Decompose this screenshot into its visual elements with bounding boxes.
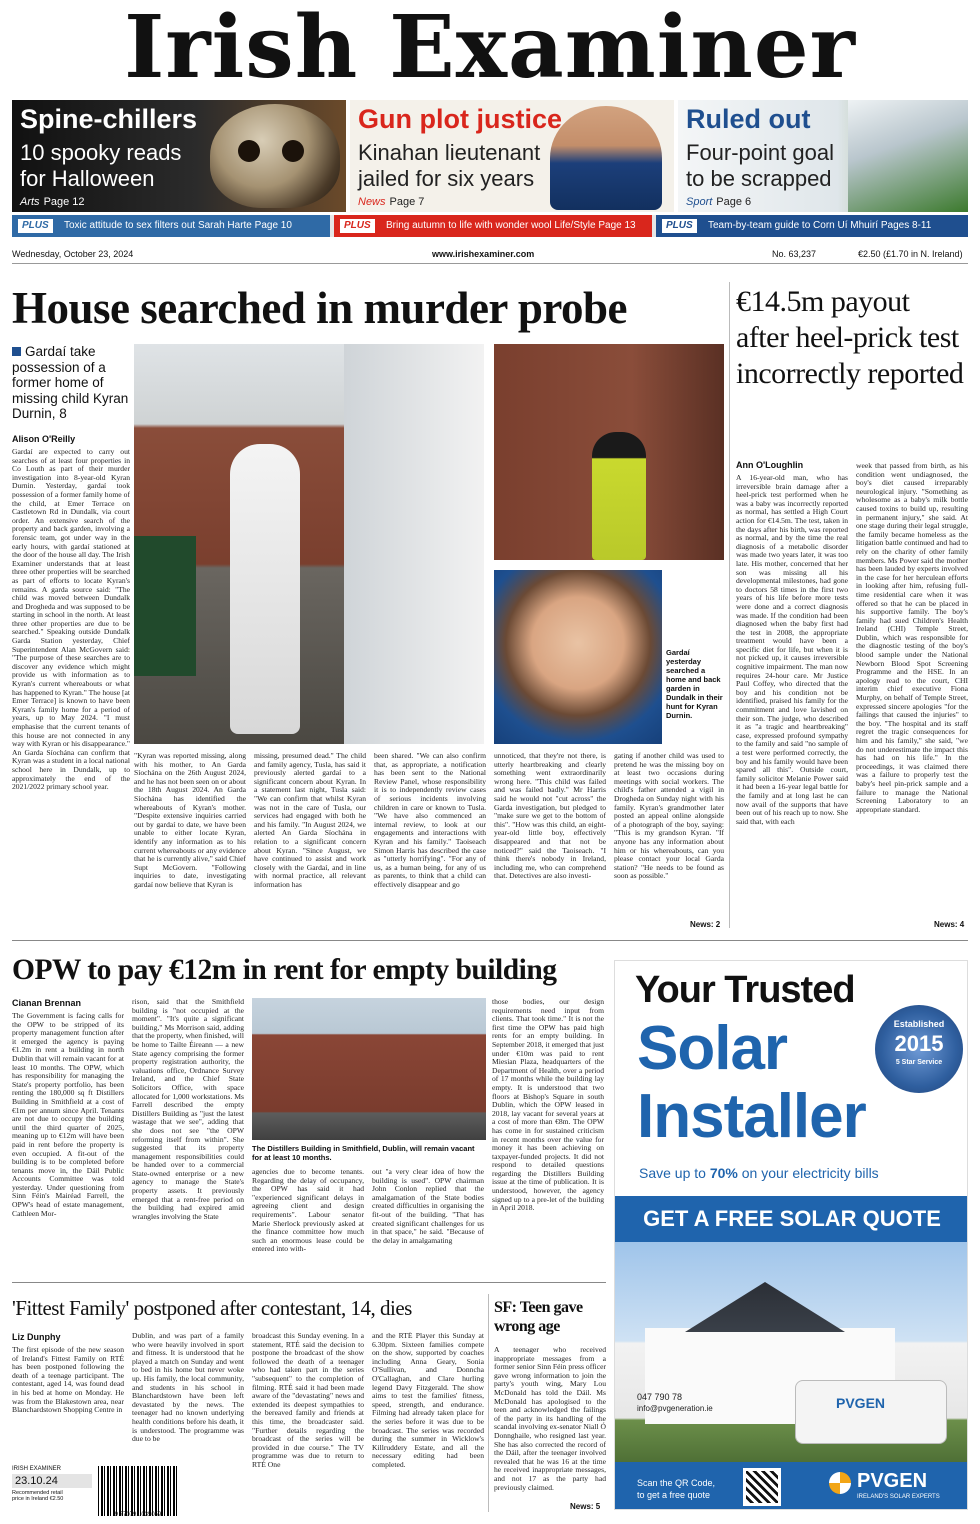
teaser-headline: Spine-chillers bbox=[20, 104, 198, 134]
opw-body-col4: out "a very clear idea of how the building is used". OPW chairman John Conlon replied that the amalgamation of the State bodies created difficulties in organising the fit-out of the building. "That has created significant challenges for us in that space," he said. "Because of the delay in amalgamating bbox=[372, 1168, 484, 1245]
lead-body-col6: gating if another child was used to pretend he was the missing boy on at least two occasions during meetings with social workers. The child's father attended a vigil in Drogheda on Sunday night with his family. Kyran's grandmother later posted an appeal online alongside of a photograph of the boy, saying: "This is my grandson Kyran. "If anyone has any information about him or his whereabouts, can you please contact your local Garda station? "He needs to be found as soon as possible." bbox=[614, 752, 724, 881]
section-divider bbox=[12, 940, 968, 941]
dateline-issue: No. 63,237 bbox=[772, 249, 817, 259]
dateline bbox=[12, 247, 968, 264]
ad-savings: Save up to 70% on your electricity bills bbox=[639, 1165, 879, 1181]
skull-image bbox=[210, 104, 340, 208]
opw-body-col5: those bodies, our design requirements need input from clients. That took time." It is not the first time the OPW has paid high rents for an empty building. In September 2018, it emerged that just under €10m was paid to rent Miesian Plaza, headquarters of the Department of Health, over a period of 17 months while the building lay empty. It is understood that two floors at Bishop's Square in south Dublin, which the OPW leased in 2018, lay vacant for several years at a cost of more than €8m. The OPW has come in for sustained criticism in recent months over the value for money it has been achieving on taxpayer-funded projects. It did not respond to detailed questions regarding the Distillers Building issue at the time of publication. It is understood, however, the agency signed up to a pre-let of the building in April 2018. bbox=[492, 998, 604, 1213]
skull-eye-icon bbox=[238, 140, 260, 162]
fittest-body-col1: The first episode of the new season of Ireland's Fittest Family on RTÉ has been postponed following the death of a teenage participant. The contestant, aged 14, was found dead in his bed at home on Monday. He was from the Blakestown area, near Blanchardstown Shopping Centre in bbox=[12, 1346, 124, 1415]
lead-standfirst: Gardaí take possession of a former home of missing child Kyran Durnin, 8 bbox=[12, 344, 129, 421]
person-photo bbox=[550, 106, 662, 210]
van-image: PVGEN bbox=[795, 1380, 947, 1444]
opw-body-col2: rison, said that the Smithfield building is "not occupied at the moment". "It's quite a significant building," Ms Morrison said, adding that the property, when finished, will be home to Tailte Éireann — a new State agency comprising the former property registration authority, the valuations office, Ordnance Survey Ireland, and the Chief State Solicitors Office, with space allocated for 1,000 workstations. Ms Farrell described the empty Distillers Building as "just the latest wastage that we see", adding that she does not see "the OPW reforming itself from within". She suggested that its property management responsibilities could be handed over to a commercial State-owned enterprise or a new agency to manage the State's property assets. It previously emerged that a rent-free period on the building had expired amid wrangles involving the State bbox=[132, 998, 244, 1221]
fittest-body-col2: Dublin, and was part of a family who were heavily involved in sport and fitness. It is understood that he played a match on Sunday and went to bed in his home but never woke up. His family, the local community, and students in his school in Blanchardstown have been left devastated by the news. The teenager had no known underlying health conditions before his death, it is understood. The programme was due to be bbox=[132, 1332, 244, 1444]
sidebar-body-col1: A 16-year-old man, who has irreversible brain damage after a heel-prick test performed when he was a baby was incorrectly reported as normal, has settled a High Court action for €14.5m. The test, taken in the days after his birth, was reported as normal, and by the time the real diagnosis of a metabolic disorder was made two years later, it was too late. His mother, concerned that her son was missing all his developmental milestones, had gone to doctors 58 times in the first two years of his life before more tests were done and a correct diagnosis was made. If the condition had been diagnosed when the baby first had the test in 2008, the appropriate treatment would have been a specific diet for life, but when it is not picked up, it causes irreversible cognitive impairment. The man now requires 24-hour care. Mr Justice Paul Coffey, who directed that the boy and his condition not be identified, praised his family for the commitment and love lavished on their son. The judge, who described it as "a tragic and heartbreaking" case, expressed profound sympathy to the family and said "no sample of a test were performed correctly, the boy and his family would have been spared all this". Outside court, family solicitor Melanie Power said it had been a 16-year legal battle for the family and at long last he can now avail of the supports that have been out of his reach up to now. She said that, with each bbox=[736, 474, 848, 826]
plus-item[interactable]: PLUS Team-by-team guide to Corn Uí Mhuirí Pages 8-11 bbox=[656, 215, 968, 237]
ad-line3: Installer bbox=[637, 1082, 866, 1151]
teaser-subline: Four-point goal to be scrapped bbox=[686, 140, 834, 191]
fittest-body-col4: and the RTÉ Player this Sunday at 6.30pm. Sixteen families compete on the show, supported by coaches including Anna Geary, Sonia O'Sullivan, and Donncha O'Callaghan, and Clare hurling legend Davy Fitzgerald. The show aims to test the families' fitness, speed, strength, and endurance. Filming had already taken place for the series before it was due to be broadcast. The series was recorded during the summer in Wicklow's Killruddery Estate, and all the necessary editing had been completed. bbox=[372, 1332, 484, 1469]
ad-brand-tag: IRELAND'S SOLAR EXPERTS bbox=[857, 1494, 940, 1500]
lead-photo-forensics bbox=[134, 344, 484, 744]
lead-body-col2: "Kyran was reported missing, along with his mother, to An Garda Síochána on the 26th August 2024, and he has not been seen on or about the 18th August 2024. An Garda Síochána has identified the whereabouts of Kyran's mother. "Despite extensive inquiries carried out by gardaí to date, we have been unable to either locate Kyran, identify any information as to his current whereabouts or any evidence that he is currently alive," said Chief Supt McGovern. "Following inquiries to date, investigating gardaí now believe that Kyran is bbox=[134, 752, 246, 889]
sidebar-headline[interactable]: €14.5m payout after heel-prick test incorrectly reported bbox=[736, 285, 964, 390]
fittest-byline: Liz Dunphy bbox=[12, 1332, 61, 1342]
fittest-body-col3: broadcast this Sunday evening. In a statement, RTÉ said the decision to postpone the broadcast of the show followed the death of a teenager who had taken part in the series "subsequent" to the completion of filming. RTÉ said it had been made aware of the "devastating" news and extended its deepest sympathies to the bereaved family and friends at this time, the broadcaster said. "Further details regarding the broadcast of the series will be provided in due course." The TV programme was due to return to RTÉ One bbox=[252, 1332, 364, 1469]
opw-body-col3: agencies due to become tenants. Regarding the delay of occupancy, the OPW has said it had "experienced significant delays in agreeing client and design requirements". Labour senator Marie Sherlock previously asked at the finance committee how much such an enormous lease could be entered into with- bbox=[252, 1168, 364, 1254]
bins-image bbox=[134, 536, 196, 676]
plus-item[interactable]: PLUS Toxic attitude to sex filters out Sarah Harte Page 10 bbox=[12, 215, 330, 237]
ad-email[interactable]: info@pvgeneration.ie bbox=[637, 1404, 713, 1413]
teaser-arts[interactable] bbox=[12, 100, 346, 212]
garda-officer-image bbox=[592, 432, 646, 560]
column-divider bbox=[488, 1294, 489, 1512]
van-image bbox=[344, 344, 484, 744]
dateline-url[interactable]: www.irishexaminer.com bbox=[432, 249, 535, 259]
free-quote-button[interactable]: GET A FREE SOLAR QUOTE bbox=[615, 1196, 968, 1242]
barcode-digits: 9 770791 035059 bbox=[114, 1512, 162, 1518]
sidebar-continued[interactable]: News: 4 bbox=[934, 920, 965, 929]
sidebar-byline: Ann O'Loughlin bbox=[736, 460, 804, 470]
solar-advert[interactable] bbox=[614, 960, 968, 1510]
lead-headline[interactable]: House searched in murder probe bbox=[12, 283, 628, 333]
teaser-section: Arts Page 12 bbox=[20, 196, 85, 208]
edition-box bbox=[12, 1466, 92, 1516]
established-badge-icon: Established 2015 5 Star Service bbox=[875, 1005, 963, 1093]
forensic-officer-image bbox=[230, 444, 300, 734]
bullet-icon bbox=[12, 347, 21, 356]
goalpost-image bbox=[848, 100, 968, 212]
price-note: Recommended retail bbox=[12, 1490, 63, 1496]
opw-byline: Cianan Brennan bbox=[12, 998, 82, 1008]
teaser-news[interactable] bbox=[350, 100, 674, 212]
lead-continued[interactable]: News: 2 bbox=[690, 920, 721, 929]
pvgen-logo-icon bbox=[829, 1472, 851, 1494]
section-divider bbox=[12, 1282, 606, 1283]
skull-eye-icon bbox=[282, 140, 304, 162]
opw-headline[interactable]: OPW to pay €12m in rent for empty building bbox=[12, 954, 557, 986]
plus-tag: PLUS bbox=[18, 219, 53, 233]
ad-footer: Scan the QR Code, to get a free quote PVGEN IRELAND'S SOLAR EXPERTS bbox=[615, 1462, 968, 1510]
dateline-price: €2.50 (£1.70 in N. Ireland) bbox=[858, 249, 963, 259]
price-note: price in Ireland €2.50 bbox=[12, 1496, 64, 1502]
plus-tag: PLUS bbox=[340, 219, 375, 233]
dateline-date: Wednesday, October 23, 2024 bbox=[12, 249, 134, 259]
lead-body-col3: missing, presumed dead." The child and family agency, Tusla, has said it previously alerted gardaí to a significant concern about Kyran. In a statement last night, Tusla said: "We can confirm that whilst Kyran was not in the care of Tusla, our services had engaged with both he and his family. "In August 2024, we alerted An Garda Síochána in relation to a significant concern about Kyran. "Since August, we have continued to assist and work closely with the Gardaí, and in line with normal practice, all relevant information has bbox=[254, 752, 366, 889]
lead-body-col1: Gardaí are expected to carry out searches of at least four properties in Co Louth as part of their murder investigation into 8-year-old Kyran Durnin. Yesterday, gardaí took possession of a former family home of the child, at Emer Terrace on Castletown Rd in Dundalk, via court order. An extensive search of the property and back garden, involving a forensic team, got under way in the early hours, with gardaí stationed at the door of the house all day. The Irish Examiner understands that at least three other properties will be searched as part of efforts to locate Kyran's remains. A garda source said: "The child was moved between Dundalk and Drogheda and was supposed to be starting in school in the north. At least three other properties are due to be searched." Speaking outside Dundalk Garda Station yesterday, Chief Superintendent Alan McGovern said: "The purpose of these searches are to discover any evidence which might provide us with information as to Kyran's current whereabouts or what has happened to Kyran." The house [at Emer Terrace] is known to have been Kyran's family home for a period of years, up to May 2024. "I must emphasise that the current tenants of this house are not connected in any way with Kyran or his disappearance." An Garda Síochána can confirm that Kyran was a student in a local national school here in Dundalk, up to approximately the end of the 2021/2022 primary school year. bbox=[12, 448, 130, 792]
teaser-subline: Kinahan lieutenant jailed for six years bbox=[358, 140, 541, 191]
lead-photo-garda bbox=[494, 344, 724, 560]
lead-caption: Gardaí yesterday searched a home and back garden in Dundalk in their hunt for Kyran Durnin. bbox=[666, 648, 723, 720]
teaser-section: Sport Page 6 bbox=[686, 196, 752, 208]
edition-label: IRISH EXAMINER bbox=[12, 1466, 62, 1472]
ad-line1: Your Trusted bbox=[635, 969, 855, 1011]
lead-body-col4: been shared. "We can also confirm that, as appropriate, a notification has been sent to the National Review Panel, whose responsibility it is to independently review cases of serious incidents involving children in care or known to Tusla. "We have also commenced an internal review, to look at our engagements and interactions with Kyran and his family." Taoiseach Simon Harris has described the case as "utterly horrifying". "For any of us, as a human being, for any of us as parents, to think that a child can effectively disappear and go bbox=[374, 752, 486, 889]
edition-date: 23.10.24 bbox=[12, 1474, 92, 1488]
qr-code-icon[interactable] bbox=[743, 1468, 781, 1506]
teaser-sport[interactable] bbox=[678, 100, 968, 212]
lead-byline: Alison O'Reilly bbox=[12, 434, 76, 444]
plus-text: Bring autumn to life with wonder wool bbox=[386, 220, 552, 231]
teaser-headline: Ruled out bbox=[686, 104, 811, 134]
plus-text: Toxic attitude to sex filters out bbox=[64, 220, 196, 231]
sidebar-body-col2: week that passed from birth, as his condition went undiagnosed, the boy's diet caused irreparably neurological injury. "Something as wholesome as a baby's milk bottle caused toxins to build up, resulting in permanent injury," she said. At one stage during their legal struggle, the family became homeless as the litigation battle continued and had to rely on the charity of other family members. Ms Power said the mother has been lauded by experts involved in the case for her herculean efforts in looking after him, refusing full-time residential care when it was offered so that he can be placed in his supportive family. The boy's family had sued Children's Health Ireland (CHI) Temple Street, Dublin, which was responsible for the diagnostic testing of the boy's blood sample under the National Newborn Blood Spot Screening Programme and the HSE. In an apology read to the court, CHI interim chief executive Fiona Murphy, on behalf of Temple Street, expressed sincere apologies "for the failings that caused the injuries" to the boy. "The hospital and its staff regret the tragic consequences for him and his family," she said, "we do not underestimate the impact this has had on his life." In the proceedings, it was claimed there was a failure to properly test the baby's heel pin-prick sample and a failure to manage the National Screening Laboratory to an appropriate standard. bbox=[856, 462, 968, 814]
opw-photo-building bbox=[252, 998, 486, 1140]
sf-continued[interactable]: News: 5 bbox=[570, 1502, 601, 1511]
teaser-subline: 10 spooky reads for Halloween bbox=[20, 140, 182, 191]
ad-line2: Solar bbox=[637, 1014, 788, 1083]
ad-phone[interactable]: 047 790 78 bbox=[637, 1392, 683, 1402]
roof-solar-panels bbox=[665, 1282, 865, 1332]
column-divider bbox=[729, 282, 730, 928]
teaser-section: News Page 7 bbox=[358, 196, 425, 208]
masthead[interactable]: Irish Examiner bbox=[124, 0, 856, 98]
sf-headline[interactable]: SF: Teen gave wrong age bbox=[494, 1299, 583, 1335]
sf-body: A teenager who received inappropriate messages from a former senior Sinn Féin press officer gave wrong information to join the party's youth wing, Mary Lou McDonald has told the Dáil. Ms McDonald has apologised to the teen and acknowledged the failings of the party in its handling of the scandal involving ex-senator Niall Ó Donnghaile, who resigned last year. She has also corrected the record of the Dáil, after the teenager involved revealed that he was 16 at the time he received inappropriate messages, and not 17 as the party had previously claimed. bbox=[494, 1346, 606, 1492]
lead-body-col5: unnoticed, that they're not there, is utterly heartbreaking and clearly something went extraordinarily wrong here. "This child was failed and was failed badly." Mr Harris said he would not "cut across" the Garda investigation, but pledged to "make sure we get to the bottom of this". "How was this child, an eight-year-old little boy, effectively disappeared and that not be noticed?" said the Taoiseach. "I think there's nobody in Ireland, including me, who can comprehend that. Detectives are also investi- bbox=[494, 752, 606, 881]
barcode-icon bbox=[98, 1466, 178, 1516]
ad-brand: PVGEN bbox=[857, 1470, 928, 1492]
lead-photo-kyran bbox=[494, 570, 662, 744]
opw-body-col1: The Government is facing calls for the OPW to be stripped of its property management function after it emerged the agency is paying €1.2m in rent a building in north Dublin that will remain vacant for at least 10 months. The OPW, which has responsibility for managing the State's property portfolio, has been renting the 180,000 sq ft Distillers Building in Smithfield at a cost of €1m per annum since April. Tenants are not due to occupy the building until the third quarter of 2025, meaning up to €12m will have been paid in rent before the property is even occupied. A fit-out of the building is to be completed before tenants move in, the Dáil Public Accounts Committee was told yesterday. Under questioning from Sinn Féin's Mairéad Farrell, the OPW's head of estate management, Cathleen Mor- bbox=[12, 1012, 124, 1218]
plus-item[interactable]: PLUS Bring autumn to life with wonder wool Life/Style Page 13 bbox=[334, 215, 652, 237]
opw-caption: The Distillers Building in Smithfield, Dublin, will remain vacant for at least 10 months. bbox=[252, 1144, 475, 1162]
plus-text: Team-by-team guide to Corn Uí Mhuirí bbox=[708, 220, 879, 231]
plus-tag: PLUS bbox=[662, 219, 697, 233]
house-image bbox=[615, 1242, 968, 1462]
teaser-headline: Gun plot justice bbox=[358, 104, 563, 134]
fittest-headline[interactable]: 'Fittest Family' postponed after contestant, 14, dies bbox=[12, 1296, 412, 1320]
plus-bar bbox=[12, 215, 968, 237]
